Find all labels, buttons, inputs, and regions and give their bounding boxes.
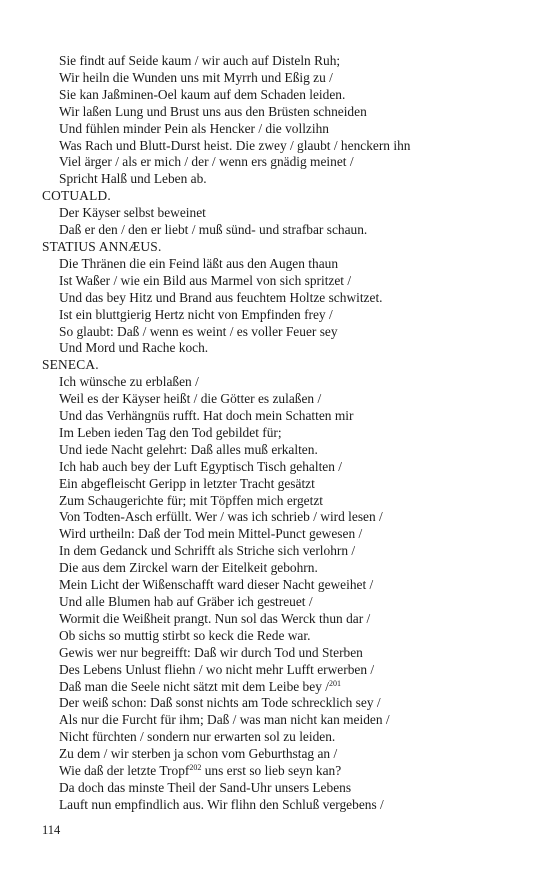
- verse-line: Zum Schaugerichte für; mit Töpffen mich ergetzt: [59, 492, 324, 508]
- verse-line: So glaubt: Daß / wenn es weint / es voller Feuer sey: [59, 323, 338, 339]
- verse-line: Als nur die Furcht für ihm; Daß / was man nicht kan meiden /: [59, 712, 390, 728]
- footnote-marker[interactable]: 202: [189, 763, 202, 773]
- verse-line: Wir laßen Lung und Brust uns aus den Brüsten schneiden: [59, 103, 367, 119]
- speaker-name: COTUALD.: [42, 188, 111, 204]
- verse-line: In dem Gedanck und Schrifft als Striche sich verlohrn /: [59, 543, 356, 559]
- verse-line: Daß man die Seele nicht sätzt mit dem Leibe bey /$^{201}$: [59, 678, 341, 694]
- verse-line: Und das Verhängnüs rufft. Hat doch mein Schatten mir: [59, 408, 354, 424]
- verse-line: Wir heiln die Wunden uns mit Myrrh und Eßig zu /: [59, 69, 333, 85]
- verse-line: Wormit die Weißheit prangt. Nun sol das Werck thun dar /: [59, 610, 371, 626]
- verse-line: Nicht fürchten / sondern nur erwarten sol zu leiden.: [59, 729, 336, 745]
- verse-line: Ist ein bluttgierig Hertz nicht von Empfinden frey /: [59, 306, 333, 322]
- verse-line: Und Mord und Rache koch.: [59, 340, 209, 356]
- text-block: [42, 53, 532, 814]
- footnote-marker[interactable]: 201: [328, 678, 341, 688]
- verse-line: Und fühlen minder Pein als Hencker / die vollzihn: [59, 120, 329, 136]
- verse-line: Ich hab auch bey der Luft Egyptisch Tisch gehalten /: [59, 458, 342, 474]
- verse-line: Der Käyser selbst beweinet: [59, 205, 206, 221]
- verse-line: Ob sichs so muttig stirbt so keck die Rede war.: [59, 627, 311, 643]
- verse-line: Die aus dem Zirckel warn der Eitelkeit gebohrn.: [59, 560, 318, 576]
- verse-line: Und alle Blumen hab auf Gräber ich gestreuet /: [59, 594, 313, 609]
- verse-line: Sie findt auf Seide kaum / wir auch auf Disteln Ruh;: [59, 53, 341, 68]
- speaker-name: STATIUS ANNÆUS.: [42, 238, 162, 254]
- verse-line: Ist Waßer / wie ein Bild aus Marmel von sich spritzet /: [59, 272, 352, 288]
- verse-line: Lauft nun empfindlich aus. Wir flihn den Schluß vergebens /: [59, 796, 384, 812]
- verse-line: Von Todten-Asch erfüllt. Wer / was ich schrieb / wird lesen /: [59, 509, 383, 525]
- verse-line: Viel ärger / als er mich / der / wenn ers gnädig meinet /: [59, 154, 354, 170]
- verse-line: Daß er den / den er liebt / muß sünd- und strafbar schaun.: [59, 222, 368, 238]
- verse-line: Wird urtheiln: Daß der Tod mein Mittel-Punct gewesen /: [59, 526, 363, 542]
- verse-line: Weil es der Käyser heißt / die Götter es zulaßen /: [59, 391, 322, 407]
- verse-line: Des Lebens Unlust fliehn / wo nicht mehr Lufft erwerben /: [59, 661, 375, 677]
- verse-line: Ich wünsche zu erblaßen /: [59, 374, 199, 390]
- verse-line: Da doch das minste Theil der Sand-Uhr unsers Lebens: [59, 779, 352, 795]
- verse-line: Zu dem / wir sterben ja schon vom Geburthstag an /: [59, 746, 338, 762]
- verse-line: Spricht Halß und Leben ab.: [59, 171, 207, 187]
- verse-line: Und das bey Hitz und Brand aus feuchtem Holtze schwitzet.: [59, 289, 383, 305]
- verse-line: Im Leben ieden Tag den Tod gebildet für;: [59, 424, 282, 440]
- verse-line: Wie daß der letzte Tropf$^{202}$ uns erst so lieb seyn kan?: [59, 763, 342, 779]
- verse-line: Gewis wer nur begreifft: Daß wir durch Tod und Sterben: [59, 644, 363, 660]
- verse-line: Der weiß schon: Daß sonst nichts am Tode schrecklich sey /: [59, 695, 381, 711]
- verse-line: Mein Licht der Wißenschafft ward dieser Nacht geweihet /: [59, 577, 374, 593]
- verse-line: Die Thränen die ein Feind läßt aus den Augen thaun: [59, 255, 339, 271]
- verse-line: Was Rach und Blutt-Durst heist. Die zwey / glaubt / henckern ihn: [59, 137, 411, 153]
- page-number: 114: [42, 823, 61, 837]
- verse-line: Ein abgefleischt Geripp in letzter Tracht gesätzt: [59, 475, 315, 491]
- speaker-name: SENECA.: [42, 357, 99, 373]
- verse-line: Sie kan Jaßminen-Oel kaum auf dem Schaden leiden.: [59, 86, 346, 102]
- verse-line: Und iede Nacht gelehrt: Daß alles muß erkalten.: [59, 441, 318, 457]
